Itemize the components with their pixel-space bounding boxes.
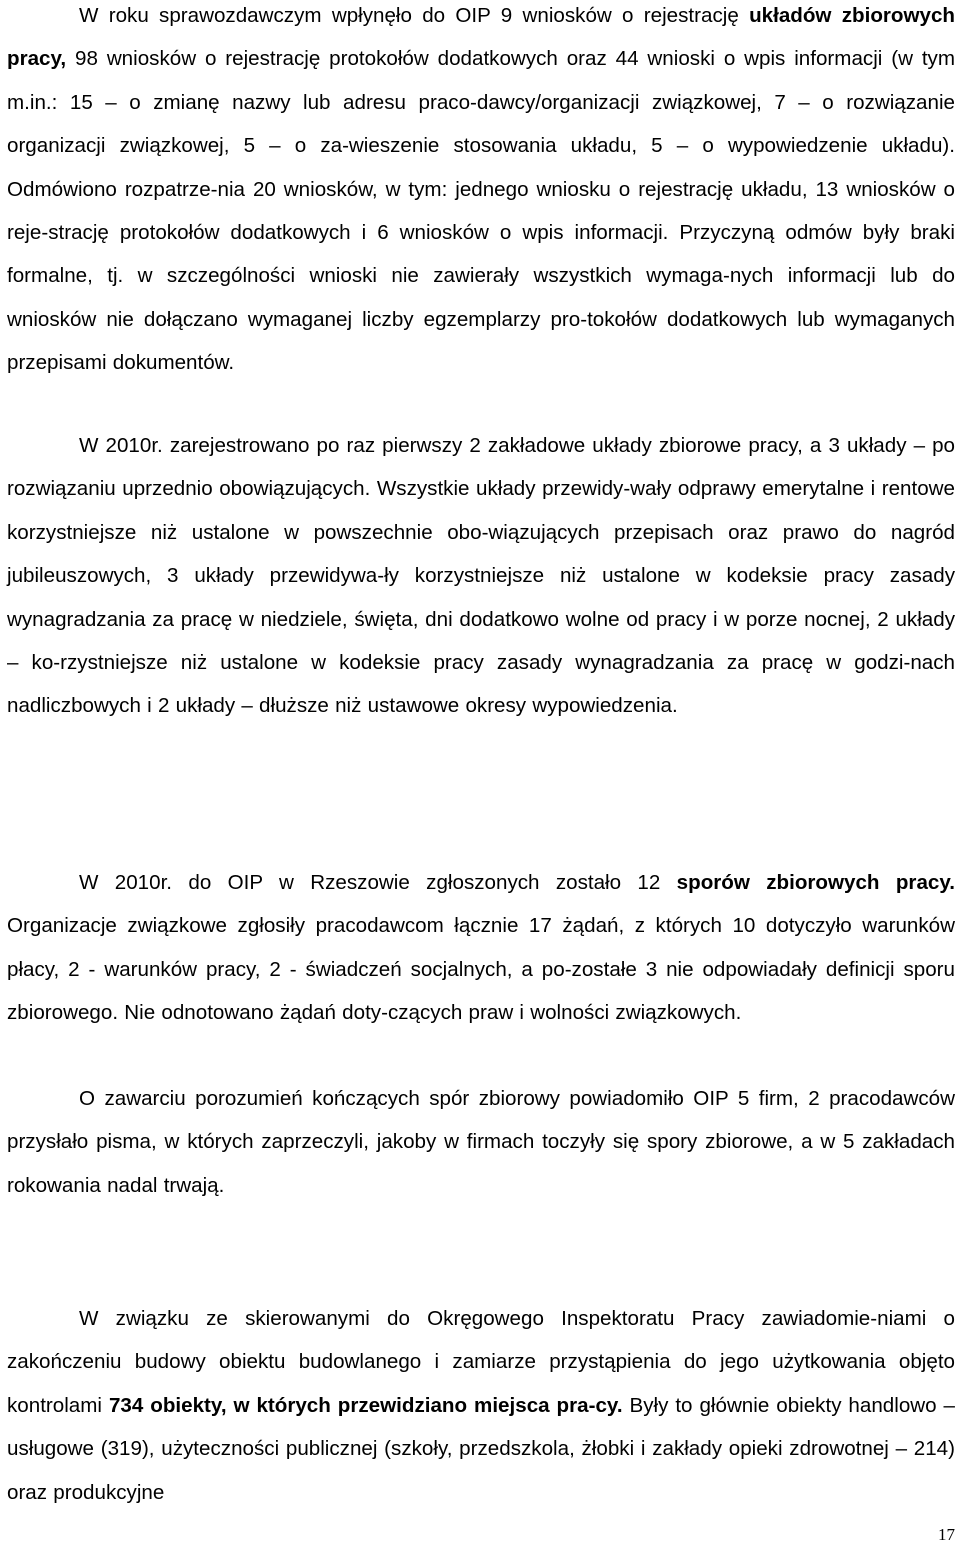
paragraph-registered-agreements-2010	[7, 424, 955, 728]
text-run: 98 wniosków o rejestrację protokołów dodatkowych oraz 44 wnioski o wpis informacji (w tym m.in.: 15 – o zmianę nazwy lub adresu praco-dawcy/organizacji związkowej, 7 – o rozwiązanie organizacji związkowej, 5 – o za-wieszenie stosowania układu, 5 – o wypowiedzenie układu). Odmówiono rozpatrze-nia 20 wniosków, w tym: jednego wniosku o rejestrację układu, 13 wniosków o reje-strację protokołów dodatkowych i 6 wniosków o wpis informacji. Przyczyną odmów były braki formalne, tj. w szczególności wnioski nie zawierały wszystkich wymaga-nych informacji lub do wniosków nie dołączano wymaganej liczby egzemplarzy pro-tokołów dodatkowych lub wymaganych przepisami dokumentów.	[7, 47, 955, 375]
text-run: W roku sprawozdawczym wpłynęło do OIP 9 wniosków o rejestrację	[79, 4, 750, 27]
paragraph-building-inspections	[7, 1297, 955, 1514]
text-run: O zawarciu porozumień kończących spór zbiorowy powiadomiło OIP 5 firm, 2 pracodawców przysłało pisma, w których zaprzeczyli, jakoby w firmach toczyły się spory zbiorowe, a w 5 zakładach rokowania nadal trwają.	[7, 1087, 955, 1197]
page-number: 17	[938, 1525, 955, 1544]
text-run: W 2010r. zarejestrowano po raz pierwszy 2 zakładowe układy zbiorowe pracy, a 3 układy – po rozwiązaniu uprzednio obowiązujących. Wszystkie układy przewidy-wały odprawy emerytalne i rentowe korzystniejsze niż ustalone w powszechnie obo-wiązujących przepisach oraz prawo do nagród jubileuszowych, 3 układy przewidywa-ły korzystniejsze niż ustalone w kodeksie pracy zasady wynagradzania za pracę w niedziele, święta, dni dodatkowo wolne od pracy i w porze nocnej, 2 układy – ko-rzystniejsze niż ustalone w kodeksie pracy zasady wynagradzania za pracę w godzi-nach nadliczbowych i 2 układy – dłuższe niż ustawowe okresy wypowiedzenia.	[7, 434, 955, 718]
paragraph-collective-disputes	[7, 861, 955, 1035]
text-run: Były to głównie obiekty handlowo – usługowe (319), użyteczności publicznej (szkoły, przedszkola, żłobki i zakłady opieki zdrowotnej – 214) oraz produkcyjne	[7, 1393, 955, 1504]
text-run: W związku ze skierowanymi do Okręgowego Inspektoratu Pracy zawiadomie-niami o zakończeniu budowy obiektu budowlanego i zamiarze przystąpienia do jego użytkowania objęto kontrolami	[7, 1307, 955, 1417]
paragraph-dispute-agreements	[7, 1077, 955, 1207]
paragraph-collective-agreements-registration	[7, 0, 955, 385]
bold-term: układów zbiorowych pracy,	[7, 4, 955, 71]
text-run: Organizacje związkowe zgłosiły pracodawcom łącznie 17 żądań, z których 10 dotyczyło warunków płacy, 2 - warunków pracy, 2 - świadczeń socjalnych, a po-zostałe 3 nie odpowiadały definicji sporu zbiorowego. Nie odnotowano żądań doty-czących praw i wolności związkowych.	[7, 914, 955, 1025]
bold-term: sporów zbiorowych pracy.	[676, 871, 955, 894]
bold-term: 734 obiekty, w których przewidziano miejsca pra-cy.	[108, 1393, 623, 1417]
text-run: W 2010r. do OIP w Rzeszowie zgłoszonych zostało 12	[79, 871, 677, 894]
